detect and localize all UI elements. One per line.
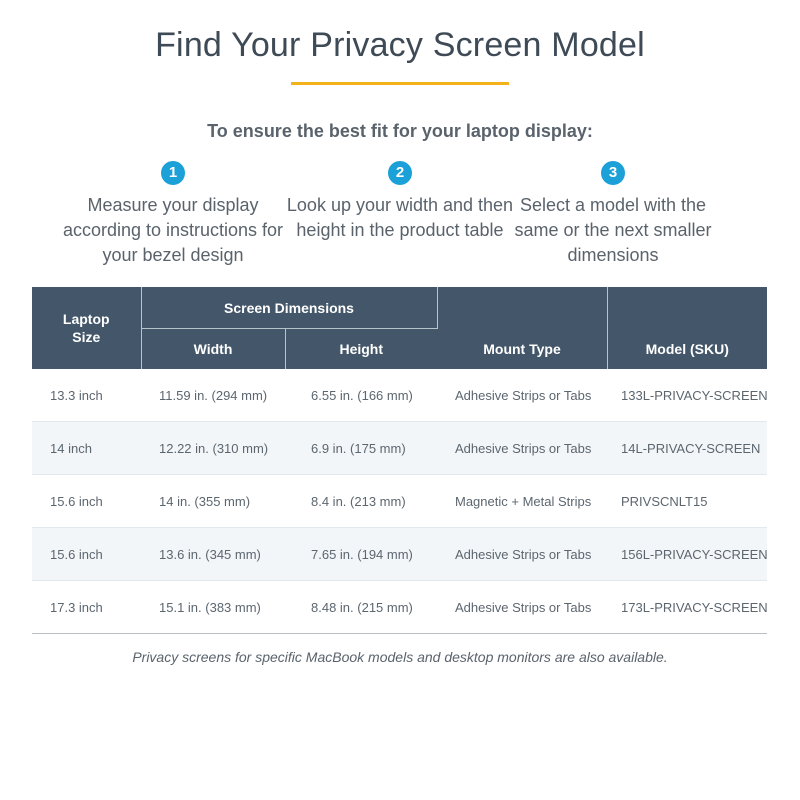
cell-height: 8.4 in. (213 mm) — [311, 493, 406, 509]
header-laptop-size-label: Laptop Size — [62, 311, 110, 345]
cell-size: 17.3 inch — [50, 599, 103, 615]
cell-model: PRIVSCNLT15 — [621, 493, 708, 509]
cell-width: 12.22 in. (310 mm) — [141, 422, 285, 475]
cell-size: 15.6 inch — [32, 528, 141, 581]
table-row — [32, 581, 767, 634]
cell-mount: Magnetic + Metal Strips — [455, 493, 592, 509]
header-mount-type: Mount Type — [437, 287, 607, 369]
cell-size: 15.6 inch — [50, 493, 103, 509]
step-number-badge: 1 — [161, 161, 185, 185]
cell-size: 14 inch — [32, 422, 141, 475]
cell-model: 133L-PRIVACY-SCREEN — [621, 387, 768, 403]
table-row — [32, 528, 767, 581]
step-text: Select a model with the same or the next smaller dimensions — [514, 195, 712, 265]
header-height: Height — [285, 329, 437, 370]
step-3 — [498, 161, 728, 268]
table-row — [32, 475, 767, 528]
table-row — [32, 422, 767, 475]
cell-mount: Adhesive Strips or Tabs — [455, 599, 592, 615]
title-underline — [291, 82, 509, 85]
cell-mount: Adhesive Strips or Tabs — [437, 528, 607, 581]
step-number-badge: 2 — [388, 161, 412, 185]
model-table — [32, 287, 767, 634]
cell-height: 7.65 in. (194 mm) — [285, 528, 437, 581]
cell-width: 15.1 in. (383 mm) — [159, 599, 261, 615]
cell-model: 14L-PRIVACY-SCREEN — [607, 422, 767, 475]
cell-width: 13.6 in. (345 mm) — [141, 528, 285, 581]
cell-model: 173L-PRIVACY-SCREEN — [621, 599, 768, 615]
page-subtitle: To ensure the best fit for your laptop display: — [207, 121, 593, 141]
step-1 — [58, 161, 288, 268]
cell-mount: Adhesive Strips or Tabs — [437, 422, 607, 475]
cell-width: 14 in. (355 mm) — [159, 493, 251, 509]
cell-mount: Adhesive Strips or Tabs — [455, 387, 592, 403]
step-text: Measure your display according to instructions for your bezel design — [62, 195, 284, 265]
header-model: Model (SKU) — [607, 287, 767, 369]
cell-size: 13.3 inch — [50, 387, 103, 403]
cell-width: 11.59 in. (294 mm) — [159, 387, 268, 403]
header-laptop-size — [32, 287, 141, 369]
cell-model: 156L-PRIVACY-SCREEN — [607, 528, 767, 581]
page-title: Find Your Privacy Screen Model — [155, 26, 645, 64]
header-screen-dimensions: Screen Dimensions — [141, 287, 437, 329]
header-width: Width — [141, 329, 285, 370]
cell-height: 6.9 in. (175 mm) — [285, 422, 437, 475]
cell-height: 8.48 in. (215 mm) — [311, 599, 413, 615]
table-row — [32, 369, 767, 422]
step-text: Look up your width and then height in the product table — [286, 195, 514, 240]
step-2 — [285, 161, 515, 243]
cell-height: 6.55 in. (166 mm) — [311, 387, 413, 403]
footnote: Privacy screens for specific MacBook models and desktop monitors are also available. — [132, 649, 668, 665]
step-number-badge: 3 — [601, 161, 625, 185]
